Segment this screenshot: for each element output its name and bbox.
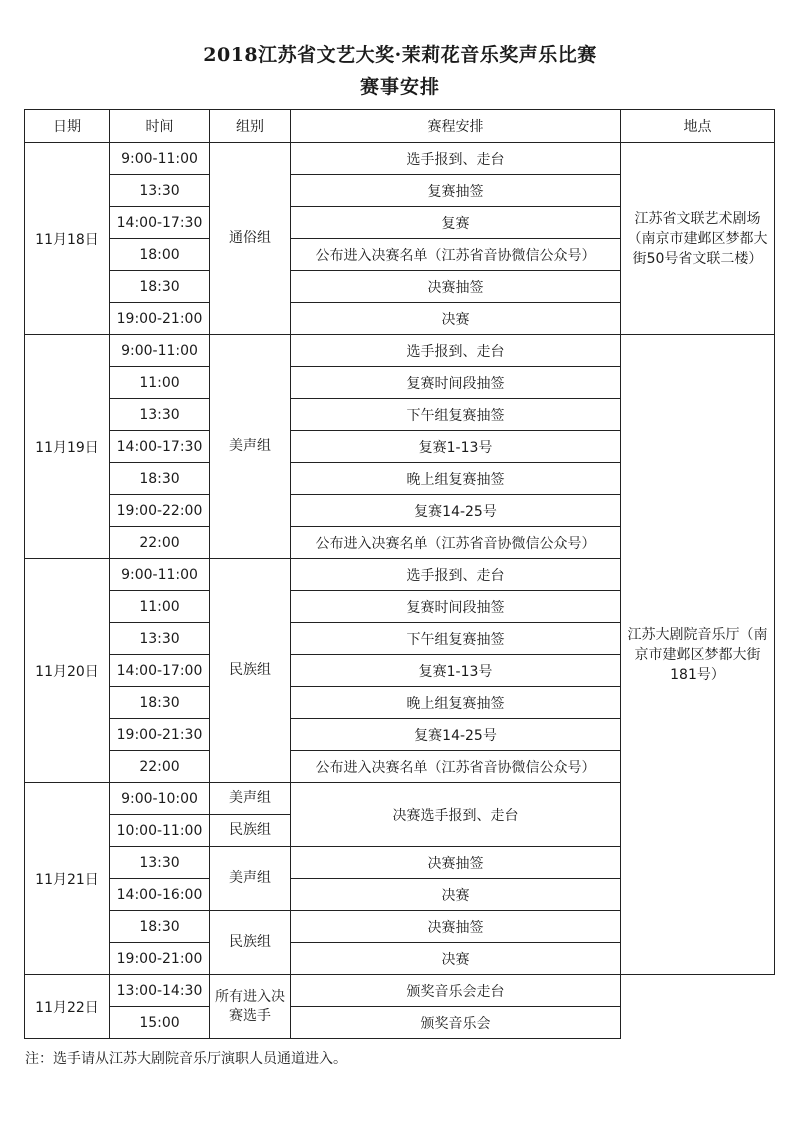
group-cell: 民族组	[210, 815, 291, 847]
event-cell: 决赛	[291, 879, 621, 911]
time-cell: 13:30	[110, 175, 210, 207]
event-cell: 决赛抽签	[291, 911, 621, 943]
header-location: 地点	[621, 110, 775, 143]
time-cell: 18:30	[110, 911, 210, 943]
event-cell: 复赛14-25号	[291, 495, 621, 527]
header-time: 时间	[110, 110, 210, 143]
event-cell: 复赛	[291, 207, 621, 239]
event-cell: 公布进入决赛名单（江苏省音协微信公众号）	[291, 527, 621, 559]
time-cell: 22:00	[110, 527, 210, 559]
event-cell: 决赛选手报到、走台	[291, 783, 621, 847]
event-cell: 公布进入决赛名单（江苏省音协微信公众号）	[291, 239, 621, 271]
event-cell: 晚上组复赛抽签	[291, 463, 621, 495]
time-cell: 18:30	[110, 271, 210, 303]
time-cell: 14:00-16:00	[110, 879, 210, 911]
time-cell: 13:30	[110, 399, 210, 431]
group-cell: 美声组	[210, 335, 291, 559]
time-cell: 22:00	[110, 751, 210, 783]
header-schedule: 赛程安排	[291, 110, 621, 143]
time-cell: 10:00-11:00	[110, 815, 210, 847]
event-cell: 下午组复赛抽签	[291, 399, 621, 431]
group-cell: 所有进入决赛选手	[210, 975, 291, 1039]
event-cell: 选手报到、走台	[291, 143, 621, 175]
time-cell: 13:00-14:30	[110, 975, 210, 1007]
date-cell: 11月18日	[25, 143, 110, 335]
group-cell: 美声组	[210, 783, 291, 815]
time-cell: 19:00-21:30	[110, 719, 210, 751]
time-cell: 14:00-17:30	[110, 207, 210, 239]
table-row	[25, 143, 775, 175]
event-cell: 复赛时间段抽签	[291, 591, 621, 623]
group-cell: 民族组	[210, 911, 291, 975]
time-cell: 14:00-17:30	[110, 431, 210, 463]
event-cell: 复赛1-13号	[291, 431, 621, 463]
time-cell: 13:30	[110, 623, 210, 655]
date-cell: 11月20日	[25, 559, 110, 783]
footnote: 注：选手请从江苏大剧院音乐厅演职人员通道进入。	[25, 1051, 347, 1067]
event-cell: 复赛抽签	[291, 175, 621, 207]
time-cell: 9:00-11:00	[110, 143, 210, 175]
time-cell: 18:00	[110, 239, 210, 271]
event-cell: 下午组复赛抽签	[291, 623, 621, 655]
event-cell: 选手报到、走台	[291, 559, 621, 591]
event-cell: 公布进入决赛名单（江苏省音协微信公众号）	[291, 751, 621, 783]
group-cell: 美声组	[210, 847, 291, 911]
event-cell: 复赛1-13号	[291, 655, 621, 687]
table-row	[25, 975, 775, 1007]
document-subtitle: 赛事安排	[359, 76, 440, 98]
header-date: 日期	[25, 110, 110, 143]
schedule-table	[24, 109, 775, 1039]
time-cell: 14:00-17:00	[110, 655, 210, 687]
time-cell: 18:30	[110, 463, 210, 495]
location-cell: 江苏省文联艺术剧场（南京市建邺区梦都大街50号省文联二楼）	[621, 143, 775, 335]
date-cell: 11月19日	[25, 335, 110, 559]
event-cell: 颁奖音乐会	[291, 1007, 621, 1039]
event-cell: 决赛	[291, 943, 621, 975]
document-title: 2018江苏省文艺大奖·茉莉花音乐奖声乐比赛	[203, 44, 597, 66]
event-cell: 决赛	[291, 303, 621, 335]
table-row	[25, 1007, 775, 1039]
group-cell: 民族组	[210, 559, 291, 783]
location-cell: 江苏大剧院音乐厅（南京市建邺区梦都大街181号）	[621, 335, 775, 975]
group-cell: 通俗组	[210, 143, 291, 335]
event-cell: 颁奖音乐会走台	[291, 975, 621, 1007]
time-cell: 9:00-11:00	[110, 559, 210, 591]
table-header-row	[25, 110, 775, 143]
event-cell: 晚上组复赛抽签	[291, 687, 621, 719]
table-row	[25, 335, 775, 367]
time-cell: 18:30	[110, 687, 210, 719]
date-cell: 11月22日	[25, 975, 110, 1039]
time-cell: 19:00-21:00	[110, 303, 210, 335]
time-cell: 9:00-10:00	[110, 783, 210, 815]
event-cell: 决赛抽签	[291, 847, 621, 879]
event-cell: 复赛时间段抽签	[291, 367, 621, 399]
time-cell: 9:00-11:00	[110, 335, 210, 367]
date-cell: 11月21日	[25, 783, 110, 975]
header-group: 组别	[210, 110, 291, 143]
time-cell: 11:00	[110, 367, 210, 399]
event-cell: 决赛抽签	[291, 271, 621, 303]
time-cell: 13:30	[110, 847, 210, 879]
time-cell: 19:00-22:00	[110, 495, 210, 527]
time-cell: 15:00	[110, 1007, 210, 1039]
time-cell: 19:00-21:00	[110, 943, 210, 975]
event-cell: 复赛14-25号	[291, 719, 621, 751]
time-cell: 11:00	[110, 591, 210, 623]
event-cell: 选手报到、走台	[291, 335, 621, 367]
